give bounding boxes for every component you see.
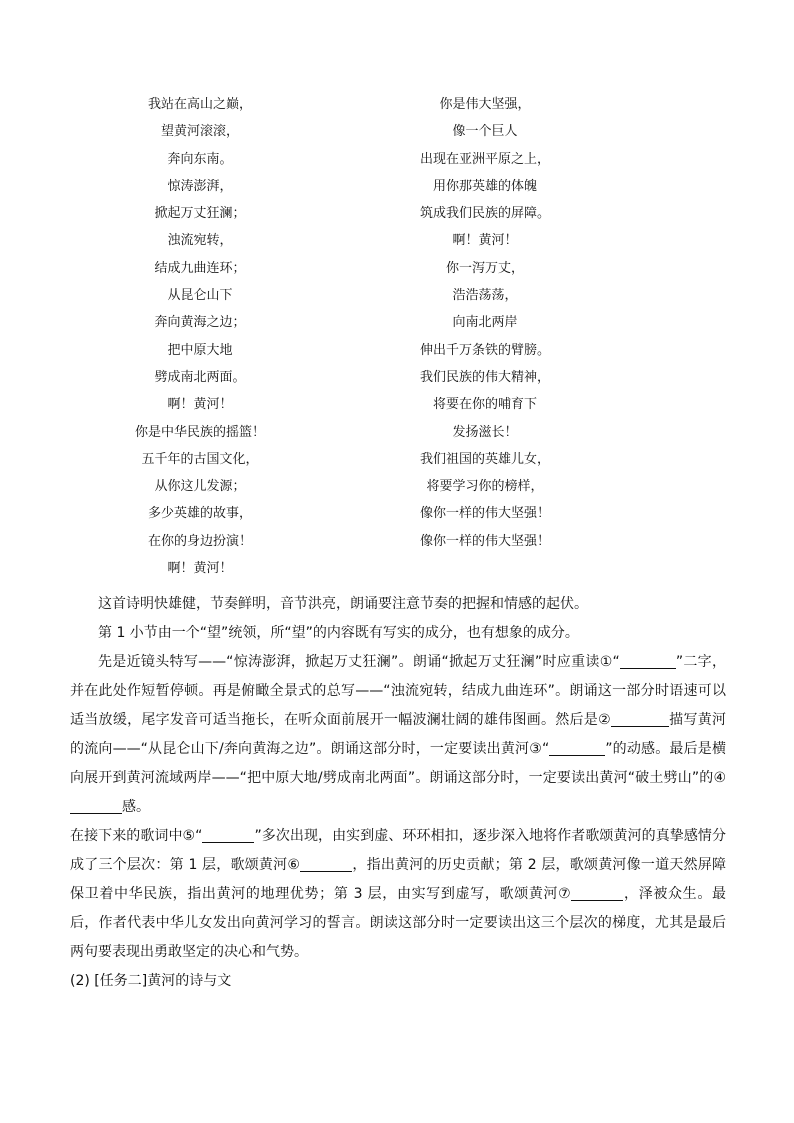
poem-left-line: 浊流宛转， <box>167 233 233 249</box>
poem-right-column <box>405 91 565 555</box>
poem-right-line: 向南北两岸 <box>452 315 518 331</box>
analysis-text-4: ”的动感。最后是横向展开到黄河流域两岸——“把中原大地/劈成南北两面”。朗诵这部分时，一定要读出黄河“破土劈山”的④ <box>70 741 726 786</box>
poem-left-line: 掀起万丈狂澜； <box>154 206 246 222</box>
paragraph-stanza-one: 第 1 小节由一个“望”统领，所“望”的内容既有写实的成分，也有想象的成分。 <box>98 625 579 641</box>
poem-left-line: 把中原大地 <box>167 342 233 358</box>
poem-left-line: 我站在高山之巅， <box>147 97 252 112</box>
analysis-text-5: 感。 <box>122 799 150 815</box>
poem-left-line: 从你这儿发源； <box>154 479 246 495</box>
poem-right-line: 像一个巨人 <box>452 124 518 140</box>
poem-left-line: 奔向黄海之边； <box>154 315 246 331</box>
poem-right-line: 用你那英雄的体魄 <box>432 178 537 194</box>
layers-text-4: ，泽被众生。最后，作者代表中华儿女发出向黄河学习的誓言。朗读这部分时一定要读出这三个层次的梯度，尤其是最后两句要表现出勇敢坚定的决心和气势。 <box>70 886 726 960</box>
poem-left-line: 啊！黄河！ <box>167 561 233 577</box>
poem-left-line: 劈成南北两面。 <box>154 369 246 385</box>
poem-right-line: 我们民族的伟大精神， <box>419 369 550 385</box>
poem-left-column <box>125 91 275 582</box>
poem-right-line: 像你一样的伟大坚强！ <box>419 533 550 549</box>
poem-left-line: 惊涛澎湃， <box>167 178 233 194</box>
paragraph-analysis <box>70 648 726 822</box>
poem-right-line: 像你一样的伟大坚强！ <box>419 506 550 522</box>
answer-blank-3[interactable] <box>549 739 605 756</box>
poem-right-line: 啊！黄河！ <box>452 233 518 249</box>
analysis-text-3: 描写黄河的流向——“从昆仑山下/奔向黄海之边”。朗诵这部分时，一定要读出黄河③“ <box>70 712 726 757</box>
answer-blank-5[interactable] <box>202 826 254 843</box>
analysis-text <box>70 590 726 996</box>
poem-right-line: 发扬滋长！ <box>452 424 518 440</box>
layers-text-2: ”多次出现，由实到虚、环环相扣，逐步深入地将作者歌颂黄河的真挚感情分成了三个层次：第 1 层，歌颂黄河⑥ <box>70 828 726 873</box>
analysis-text-1: 先是近镜头特写——“惊涛澎湃，掀起万丈狂澜”。朗诵“掀起万丈狂澜”时应重读①“ <box>98 654 620 670</box>
poem-right-line: 你一泻万丈， <box>445 260 524 276</box>
analysis-text-2: ”二字，并在此处作短暂停顿。再是俯瞰全景式的总写——“浊流宛转，结成九曲连环”。朗诵这一部分时语速可以适当放缓，尾字发音可适当拖长，在听众面前展开一幅波澜壮阔的雄伟图画。然后是② <box>70 654 726 728</box>
poem-left-line: 你是中华民族的摇篮！ <box>134 424 265 440</box>
answer-blank-1[interactable] <box>620 652 676 669</box>
poem-right-line: 将要在你的哺育下 <box>432 397 537 413</box>
layers-text-1: 在接下来的歌词中⑤“ <box>70 828 203 844</box>
poem-left-line: 结成九曲连环； <box>154 260 246 276</box>
poem-left-line: 多少英雄的故事， <box>147 506 252 522</box>
poem-left-line: 从昆仑山下 <box>167 288 233 304</box>
paragraph-layers <box>70 822 726 967</box>
poem-right-line: 出现在亚洲平原之上， <box>419 151 550 167</box>
poem-right-line: 伸出千万条铁的臂膀。 <box>419 342 550 358</box>
task-heading: (2) [任务二]黄河的诗与文 <box>70 973 232 989</box>
poem-left-line: 五千年的古国文化， <box>141 451 259 467</box>
paragraph-intro: 这首诗明快雄健，节奏鲜明，音节洪亮，朗诵要注意节奏的把握和情感的起伏。 <box>98 596 588 612</box>
answer-blank-6[interactable] <box>300 855 352 872</box>
poem-left-line: 啊！黄河！ <box>167 397 233 413</box>
poem-right-line: 筑成我们民族的屏障。 <box>419 206 550 222</box>
poem-right-line: 将要学习你的榜样， <box>426 479 544 495</box>
answer-blank-2[interactable] <box>611 710 669 727</box>
poem-left-line: 奔向东南。 <box>167 151 233 167</box>
poem-right-line: 浩浩荡荡， <box>452 288 518 304</box>
poem-left-line: 望黄河滚滚， <box>160 124 239 140</box>
poem-left-line: 在你的身边扮演！ <box>147 533 252 549</box>
poem-right-line: 我们祖国的英雄儿女， <box>419 451 550 467</box>
layers-text-3: ，指出黄河的历史贡献；第 2 层，歌颂黄河像一道天然屏障保卫着中华民族，指出黄河的地理优势；第 3 层，由实写到虚写，歌颂黄河⑦ <box>70 857 726 902</box>
answer-blank-4[interactable] <box>70 797 122 814</box>
poem-right-line: 你是伟大坚强， <box>439 97 531 112</box>
answer-blank-7[interactable] <box>571 884 623 901</box>
